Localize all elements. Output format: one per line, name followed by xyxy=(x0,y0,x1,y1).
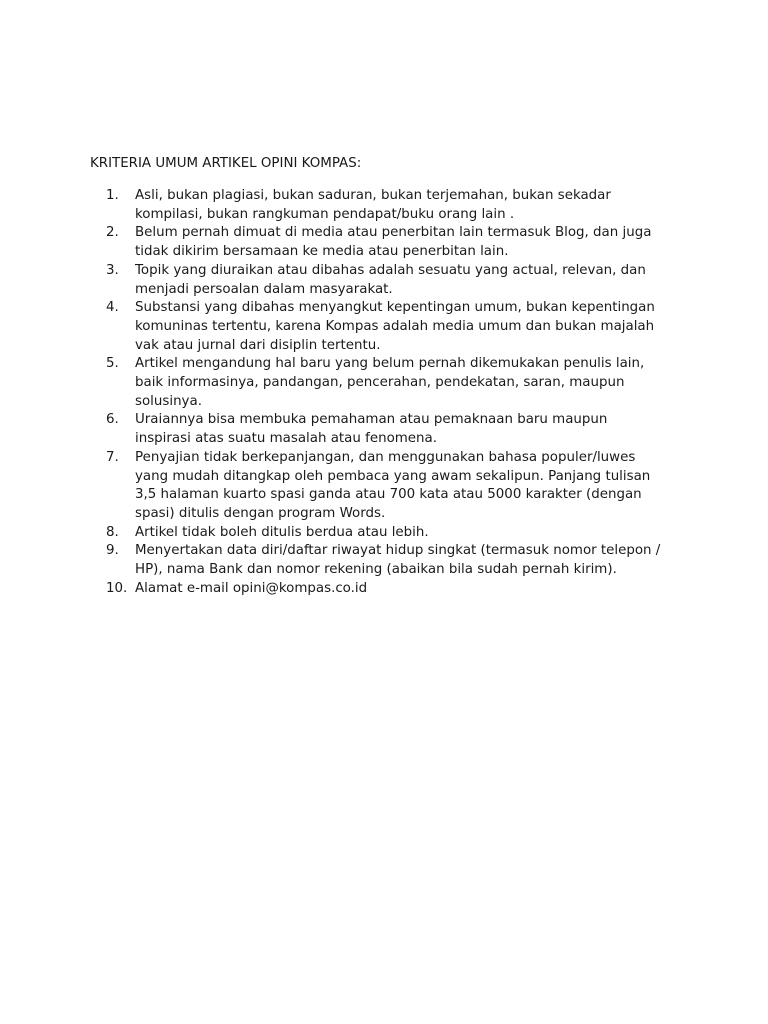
item-line: Menyertakan data diri/daftar riwayat hidup singkat (termasuk nomor telepon / xyxy=(135,543,661,559)
item-line: Uraiannya bisa membuka pemahaman atau pemaknaan baru maupun xyxy=(135,412,608,428)
item-line: Artikel tidak boleh ditulis berdua atau lebih. xyxy=(135,524,429,540)
item-line: yang mudah ditangkap oleh pembaca yang awam sekalipun. Panjang tulisan xyxy=(135,468,651,484)
item-line: Alamat e-mail opini@kompas.co.id xyxy=(135,580,368,596)
item-number: 2. xyxy=(106,225,119,241)
criteria-list xyxy=(0,187,768,598)
item-text xyxy=(135,449,695,524)
list-item xyxy=(0,449,768,524)
item-line: Asli, bukan plagiasi, bukan saduran, bukan terjemahan, bukan sekadar xyxy=(135,188,611,203)
item-number: 5. xyxy=(106,356,119,372)
item-text xyxy=(135,542,695,579)
list-item xyxy=(0,580,768,599)
list-item xyxy=(0,355,768,411)
item-number: 4. xyxy=(106,300,119,316)
item-line: HP), nama Bank dan nomor rekening (abaikan bila sudah pernah kirim). xyxy=(135,562,617,578)
item-line: menjadi persoalan dalam masyarakat. xyxy=(135,281,393,297)
item-line: Penyajian tidak berkepanjangan, dan menggunakan bahasa populer/luwes xyxy=(135,449,636,465)
item-line: Topik yang diuraikan atau dibahas adalah sesuatu yang actual, relevan, dan xyxy=(135,262,646,278)
item-text xyxy=(135,299,695,355)
item-number: 1. xyxy=(106,188,119,203)
item-line: Substansi yang dibahas menyangkut kepentingan umum, bukan kepentingan xyxy=(135,300,655,316)
item-number: 7. xyxy=(106,449,119,465)
item-line: Artikel mengandung hal baru yang belum pernah dikemukakan penulis lain, xyxy=(135,356,645,372)
list-item xyxy=(0,224,768,261)
list-item xyxy=(0,542,768,579)
item-line: vak atau jurnal dari disiplin tertentu. xyxy=(135,337,381,353)
item-line: komuninas tertentu, karena Kompas adalah media umum dan bukan majalah xyxy=(135,318,655,334)
item-text xyxy=(135,187,695,224)
item-line: baik informasinya, pandangan, pencerahan, pendekatan, saran, maupun xyxy=(135,375,625,391)
item-text xyxy=(135,224,695,261)
item-line: Belum pernah dimuat di media atau penerbitan lain termasuk Blog, dan juga xyxy=(135,225,652,241)
item-text xyxy=(135,580,695,599)
item-line: solusinya. xyxy=(135,393,202,409)
document-title: KRITERIA UMUM ARTIKEL OPINI KOMPAS: xyxy=(90,156,362,171)
item-line: kompilasi, bukan rangkuman pendapat/buku orang lain . xyxy=(135,206,515,222)
list-item xyxy=(0,411,768,448)
list-item xyxy=(0,299,768,355)
list-item xyxy=(0,524,768,543)
item-number: 6. xyxy=(106,412,119,428)
item-number: 8. xyxy=(106,524,119,540)
list-item xyxy=(0,187,768,224)
item-number: 9. xyxy=(106,543,119,559)
item-number: 10. xyxy=(106,580,128,596)
item-line: tidak dikirim bersamaan ke media atau penerbitan lain. xyxy=(135,244,509,260)
item-line: spasi) ditulis dengan program Words. xyxy=(135,505,386,521)
item-line: inspirasi atas suatu masalah atau fenomena. xyxy=(135,431,437,447)
item-text xyxy=(135,262,695,299)
item-text xyxy=(135,524,695,543)
item-number: 3. xyxy=(106,262,119,278)
item-line: 3,5 halaman kuarto spasi ganda atau 700 kata atau 5000 karakter (dengan xyxy=(135,487,642,503)
item-text xyxy=(135,355,695,411)
item-text xyxy=(135,411,695,448)
list-item xyxy=(0,262,768,299)
